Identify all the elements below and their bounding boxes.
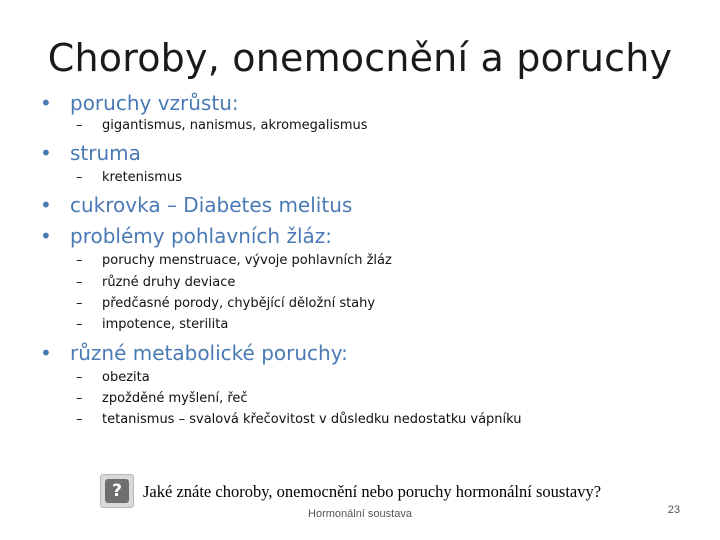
sub-item: [76, 252, 392, 270]
dash-marker: –: [76, 317, 83, 332]
bullet-text: poruchy vzrůstu:: [70, 91, 239, 115]
dash-marker: –: [76, 253, 83, 268]
question-icon[interactable]: [100, 474, 134, 508]
page-number: 23: [667, 504, 680, 516]
bullet-text: problémy pohlavních žláz:: [70, 224, 333, 248]
bullet-marker: •: [40, 224, 52, 248]
dash-marker: –: [76, 391, 83, 406]
dash-marker: –: [76, 412, 83, 427]
sub-item: [76, 117, 368, 135]
dash-marker: –: [76, 370, 83, 385]
sub-item-text: poruchy menstruace, vývoje pohlavních žláz: [102, 253, 392, 268]
question-mark-glyph: ?: [105, 479, 129, 503]
bullet-text: různé metabolické poruchy:: [70, 341, 348, 365]
sub-item: [76, 169, 182, 187]
bullet-item: [40, 90, 239, 116]
sub-item-text: kretenismus: [102, 170, 182, 185]
sub-item: [76, 295, 375, 313]
sub-item-text: impotence, sterilita: [102, 317, 229, 332]
dash-marker: –: [76, 170, 83, 185]
slide-title: Choroby, onemocnění a poruchy: [47, 36, 673, 80]
bullet-item: [40, 192, 352, 218]
sub-item-text: obezita: [102, 370, 150, 385]
dash-marker: –: [76, 118, 83, 133]
question-text: Jaké znáte choroby, onemocnění nebo poruchy hormonální soustavy?: [143, 482, 602, 501]
footer-text: Hormonální soustava: [308, 508, 412, 520]
bullet-marker: •: [40, 91, 52, 115]
bullet-marker: •: [40, 193, 52, 217]
bullet-marker: •: [40, 141, 52, 165]
sub-item: [76, 274, 235, 292]
bullet-text: cukrovka – Diabetes melitus: [70, 193, 353, 217]
sub-item-text: různé druhy deviace: [102, 275, 236, 290]
sub-item-text: předčasné porody, chybějící děložní stahy: [102, 296, 376, 311]
bullet-marker: •: [40, 341, 52, 365]
sub-item: [76, 316, 228, 334]
bullet-item: [40, 223, 332, 249]
sub-item: [76, 369, 150, 387]
dash-marker: –: [76, 296, 83, 311]
sub-item-text: gigantismus, nanismus, akromegalismus: [102, 118, 368, 133]
bullet-text: struma: [70, 141, 141, 165]
sub-item: [76, 390, 248, 408]
sub-item-text: tetanismus – svalová křečovitost v důsledku nedostatku vápníku: [102, 412, 522, 427]
bullet-item: [40, 340, 348, 366]
sub-item-text: zpožděné myšlení, řeč: [102, 391, 248, 406]
dash-marker: –: [76, 275, 83, 290]
sub-item: [76, 411, 522, 429]
bullet-item: [40, 140, 141, 166]
